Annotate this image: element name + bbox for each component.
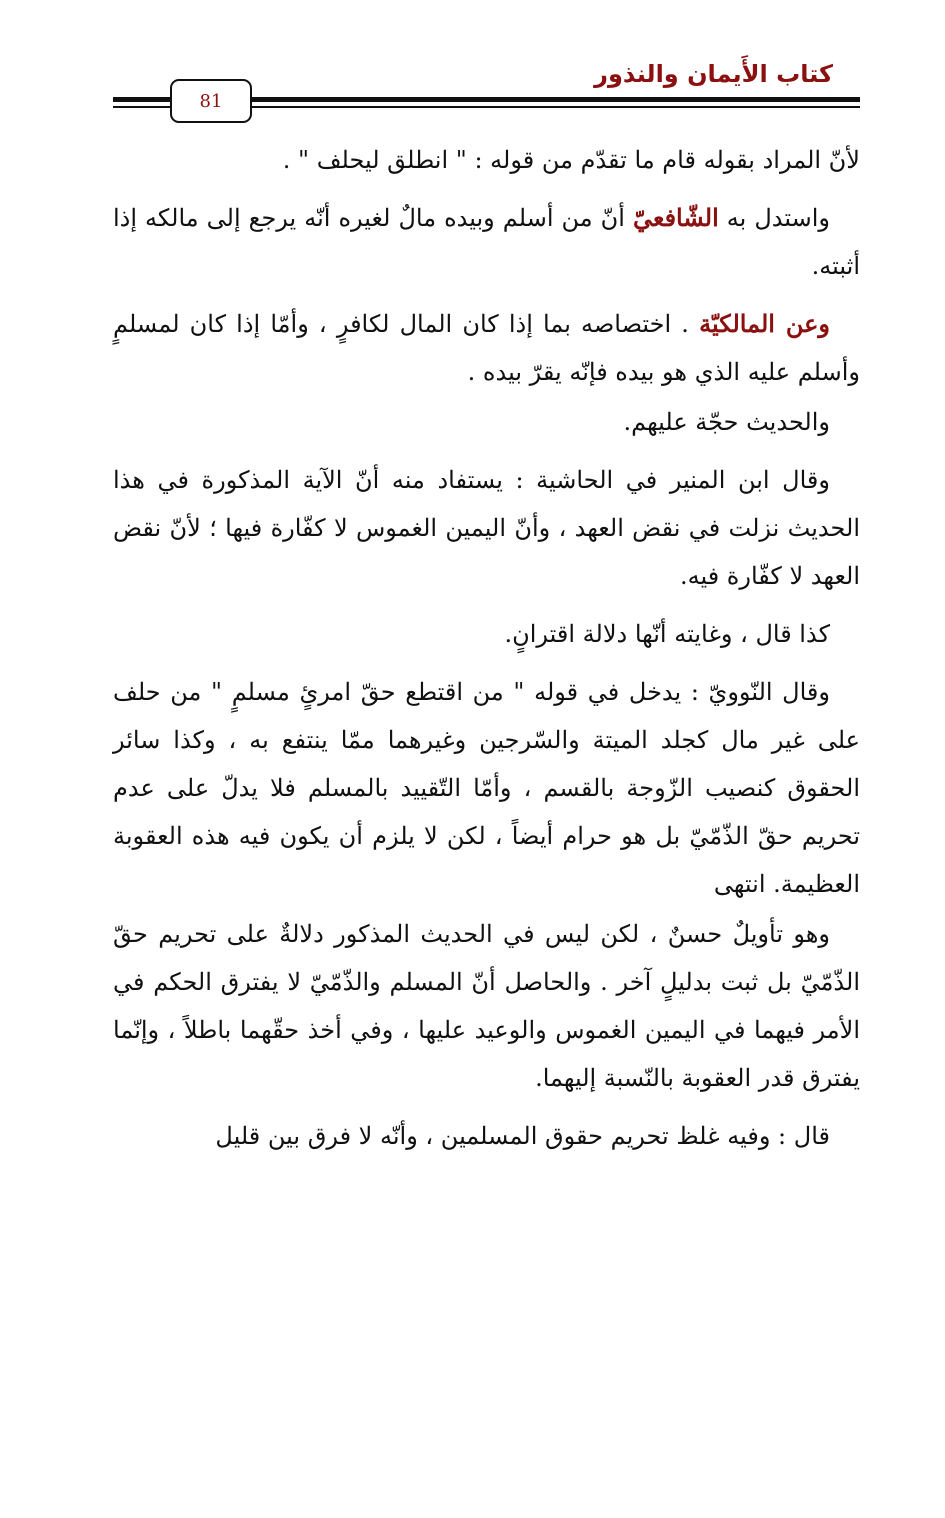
paragraph-2-text-a: واستدل به (718, 204, 831, 232)
paragraph-6-text: كذا قال ، وغايته أنّها دلالة اقترانٍ. (504, 620, 830, 648)
paragraph-3 (113, 300, 860, 396)
paragraph-8-text: وهو تأويلٌ حسنٌ ، لكن ليس في الحديث المذكور دلالةٌ على تحريم حقّ الذّمّيّ بل ثبت بدليلٍ آخر . والحاصل أنّ المسلم والذّمّيّ لا يفترق الحكم في الأمر فيهما في اليمين الغموس والوعيد عليها ، وفي أخذ حقّهما باطلاً ، وإنّما يفترق قدر العقوبة بالنّسبة إليهما. (113, 920, 861, 1092)
paragraph-7 (113, 668, 860, 908)
book-title: كتاب الأَيمان والنذور (594, 60, 833, 88)
paragraph-9-text: قال : وفيه غلظ تحريم حقوق المسلمين ، وأنّه لا فرق بين قليل (215, 1122, 830, 1150)
highlight-malikiyya: وعن المالكيّة (699, 309, 830, 338)
paragraph-2-text-b: أنّ من أسلم وبيده مالٌ لغيره أنّه يرجع إلى مالكه إذا أثبته. (113, 204, 860, 280)
paragraph-2 (113, 194, 860, 290)
paragraph-4-text: والحديث حجّة عليهم. (623, 408, 830, 436)
paragraph-6 (113, 610, 860, 658)
paragraph-8 (113, 910, 860, 1102)
body-text (113, 136, 860, 1170)
page-header (0, 0, 945, 130)
paragraph-5-text: وقال ابن المنير في الحاشية : يستفاد منه أنّ الآية المذكورة في هذا الحديث نزلت في نقض العهد ، وأنّ اليمين الغموس لا كفّارة فيها ؛ لأنّ نقض العهد لا كفّارة فيه. (113, 466, 860, 590)
paragraph-1 (113, 136, 860, 184)
paragraph-3-text: . اختصاصه بما إذا كان المال لكافرٍ ، وأمّا إذا كان لمسلمٍ وأسلم عليه الذي هو بيده فإنّه يقرّ بيده . (113, 310, 860, 386)
paragraph-5 (113, 456, 860, 600)
highlight-name-shafii: الشّافعيّ (633, 203, 719, 232)
paragraph-7-text: وقال النّوويّ : يدخل في قوله " من اقتطع حقّ امرئٍ مسلمٍ " من حلف على غير مال كجلد الميتة والسّرجين وغيرهما ممّا ينتفع به ، وكذا سائر الحقوق كنصيب الزّوجة بالقسم ، وأمّا التّقييد بالمسلم فلا يدلّ على عدم تحريم حقّ الذّمّيّ بل هو حرام أيضاً ، لكن لا يلزم أن يكون فيه هذه العقوبة العظيمة. انتهى (113, 678, 861, 898)
paragraph-4 (113, 398, 860, 446)
page-number: 81 (199, 90, 223, 112)
page-number-box (170, 79, 252, 123)
paragraph-1-text: لأنّ المراد بقوله قام ما تقدّم من قوله : " انطلق ليحلف " . (282, 146, 860, 174)
paragraph-9 (113, 1112, 860, 1160)
